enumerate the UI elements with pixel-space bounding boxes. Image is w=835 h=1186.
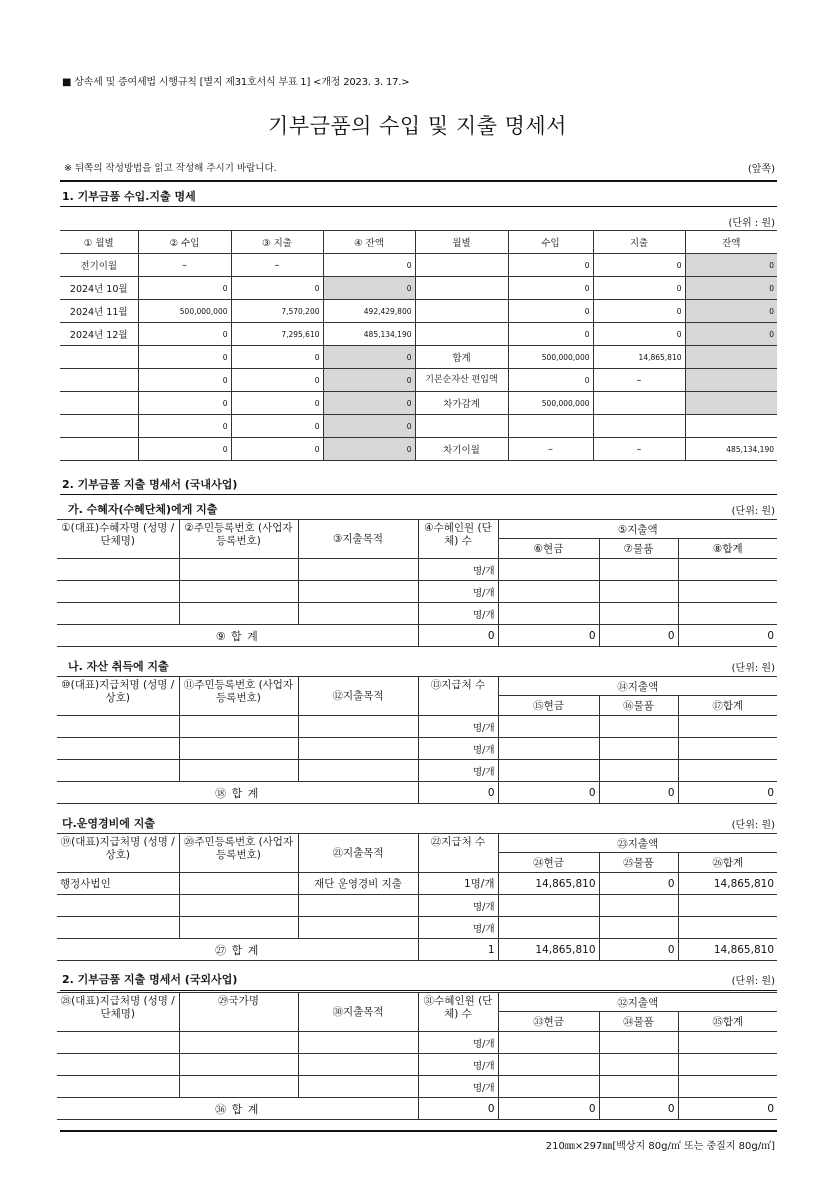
- table-cell: 0: [685, 277, 777, 300]
- table-cell: 기본순자산 편입액: [415, 369, 508, 392]
- table-row: [57, 1032, 777, 1054]
- table-cell: 합계: [415, 346, 508, 369]
- col-header-3: ㉑지출목적: [298, 834, 418, 873]
- table-cell: 2024년 12월: [60, 323, 138, 346]
- paper-spec-footer: 210㎜×297㎜[백상지 80g/㎡ 또는 중질지 80g/㎡]: [545, 1141, 775, 1152]
- table-cell: [678, 559, 777, 581]
- table-row: [60, 277, 777, 300]
- table-cell: 0: [593, 300, 685, 323]
- table-cell: 0: [508, 254, 593, 277]
- table-cell: [599, 716, 678, 738]
- col-header-sub-2: ⑯물품: [599, 696, 678, 716]
- table-cell: [678, 760, 777, 782]
- table-cell: [60, 369, 138, 392]
- table-cell: 명/개: [418, 559, 498, 581]
- col-header-3: ⑫지출목적: [298, 677, 418, 716]
- table-cell: 14,865,810: [678, 873, 777, 895]
- col-header-sub-3: ⑧합계: [678, 539, 777, 559]
- table-cell: [599, 917, 678, 939]
- table-cell: [57, 1076, 179, 1098]
- table-cell: [298, 738, 418, 760]
- expense-table: [57, 519, 777, 647]
- table-cell: [685, 346, 777, 369]
- table-cell: [685, 392, 777, 415]
- total-value: 0: [599, 1098, 678, 1120]
- table-cell: [179, 738, 298, 760]
- table-row: [57, 895, 777, 917]
- table-cell: [498, 760, 599, 782]
- table-cell: 0: [231, 415, 323, 438]
- section3-title: 2. 기부금품 지출 명세서 (국외사업): [62, 973, 238, 986]
- table-cell: 0: [599, 873, 678, 895]
- table-cell: 0: [231, 392, 323, 415]
- table-cell: [599, 1054, 678, 1076]
- table-cell: [57, 917, 179, 939]
- subsection-ga-title: 가. 수혜자(수혜단체)에게 지출: [68, 503, 218, 516]
- table-cell: [498, 1076, 599, 1098]
- col-header-2: ②주민등록번호 (사업자등록번호): [179, 520, 298, 559]
- table-cell: [298, 603, 418, 625]
- table-cell: [678, 895, 777, 917]
- col-header-expense: ③ 지출: [231, 231, 323, 254]
- table-cell: [57, 738, 179, 760]
- table-row: [60, 346, 777, 369]
- table-cell: 7,570,200: [231, 300, 323, 323]
- table-row: [57, 917, 777, 939]
- table-cell: [179, 917, 298, 939]
- table-cell: 0: [508, 300, 593, 323]
- table-cell: [678, 1032, 777, 1054]
- total-value: 0: [678, 1098, 777, 1120]
- total-label: ㊱ 합 계: [57, 1098, 418, 1120]
- table-cell: [498, 581, 599, 603]
- table-cell: 명/개: [418, 1032, 498, 1054]
- table-cell: [415, 415, 508, 438]
- col-header-2: ㉙국가명: [179, 993, 298, 1032]
- table-cell: 0: [593, 323, 685, 346]
- table-cell: 0: [593, 254, 685, 277]
- table-cell: 명/개: [418, 581, 498, 603]
- table-row: [57, 716, 777, 738]
- table-cell: [593, 415, 685, 438]
- table-row: [60, 392, 777, 415]
- table-cell: 0: [138, 369, 231, 392]
- section2-rule: [60, 494, 777, 495]
- table-cell: 0: [508, 323, 593, 346]
- total-value: 14,865,810: [498, 939, 599, 961]
- table-cell: 500,000,000: [508, 392, 593, 415]
- col-header-amount: ㉜지출액: [498, 993, 777, 1012]
- table-cell: [60, 415, 138, 438]
- table-cell: [57, 895, 179, 917]
- table-cell: 명/개: [418, 760, 498, 782]
- total-value: 0: [418, 625, 498, 647]
- table-cell: [593, 392, 685, 415]
- table-cell: 14,865,810: [498, 873, 599, 895]
- table-cell: [498, 603, 599, 625]
- table-header-row: [57, 520, 777, 539]
- expense-table: [57, 676, 777, 804]
- table-cell: [179, 603, 298, 625]
- section1-title: 1. 기부금품 수입.지출 명세: [62, 190, 196, 203]
- table-row: [60, 415, 777, 438]
- col-header-3: ㉚지출목적: [298, 993, 418, 1032]
- form-reference-note: ■ 상속세 및 증여세법 시행규칙 [별지 제31호서식 부표 1] <개정 2023. 3. 17.>: [62, 77, 410, 88]
- table-cell: 0: [231, 438, 323, 461]
- table-cell: 500,000,000: [138, 300, 231, 323]
- table-cell: 485,134,190: [323, 323, 415, 346]
- table-cell: [179, 1032, 298, 1054]
- col-header-income-2: 수입: [508, 231, 593, 254]
- col-header-4: ⑬지급처 수: [418, 677, 498, 716]
- table-cell: [599, 603, 678, 625]
- table-cell: [57, 603, 179, 625]
- total-value: 0: [678, 625, 777, 647]
- table-cell: 0: [685, 323, 777, 346]
- col-header-sub-1: ⑮현금: [498, 696, 599, 716]
- table-cell: 명/개: [418, 716, 498, 738]
- col-header-sub-2: ⑦물품: [599, 539, 678, 559]
- total-value: 0: [418, 782, 498, 804]
- table-cell: [498, 917, 599, 939]
- table-cell: [179, 1054, 298, 1076]
- col-header-balance: ④ 잔액: [323, 231, 415, 254]
- table-cell: 0: [508, 369, 593, 392]
- table-cell: 492,429,800: [323, 300, 415, 323]
- table-cell: [57, 559, 179, 581]
- table-cell: 0: [231, 346, 323, 369]
- table-cell: 전기이월: [60, 254, 138, 277]
- table-cell: [57, 1054, 179, 1076]
- table-header-row: [60, 231, 777, 254]
- table-cell: 0: [138, 438, 231, 461]
- table-cell: 0: [138, 415, 231, 438]
- table-cell: 14,865,810: [593, 346, 685, 369]
- table-cell: [678, 603, 777, 625]
- table-cell: 0: [323, 254, 415, 277]
- table-cell: 500,000,000: [508, 346, 593, 369]
- section3-rule: [60, 990, 777, 991]
- section1-unit: (단위 : 원): [728, 218, 775, 229]
- col-header-sub-3: ㉖합계: [678, 853, 777, 873]
- total-row: [57, 625, 777, 647]
- table-cell: [298, 559, 418, 581]
- table-cell: [60, 438, 138, 461]
- table-cell: –: [593, 438, 685, 461]
- table-cell: [57, 1032, 179, 1054]
- expense-table: [57, 992, 777, 1120]
- table-cell: [179, 873, 298, 895]
- income-expense-table: [60, 230, 777, 461]
- bottom-rule: [60, 1130, 777, 1132]
- table-cell: [298, 716, 418, 738]
- col-header-sub-2: ㉕물품: [599, 853, 678, 873]
- table-cell: –: [138, 254, 231, 277]
- total-row: [57, 782, 777, 804]
- table-row: [57, 873, 777, 895]
- table-cell: –: [508, 438, 593, 461]
- col-header-sub-1: ㉔현금: [498, 853, 599, 873]
- col-header-amount: ㉓지출액: [498, 834, 777, 853]
- top-rule: [60, 180, 777, 182]
- table-cell: 명/개: [418, 738, 498, 760]
- expense-table: [57, 833, 777, 961]
- col-header-2: ⑳주민등록번호 (사업자등록번호): [179, 834, 298, 873]
- table-cell: [498, 895, 599, 917]
- col-header-4: ㉒지급처 수: [418, 834, 498, 873]
- page-side-label: (앞쪽): [747, 164, 775, 175]
- col-header-month: ① 월별: [60, 231, 138, 254]
- col-header-balance-2: 잔액: [685, 231, 777, 254]
- total-row: [57, 939, 777, 961]
- table-cell: [60, 346, 138, 369]
- table-cell: 0: [323, 346, 415, 369]
- table-cell: [415, 323, 508, 346]
- table-cell: 1명/개: [418, 873, 498, 895]
- table-cell: 0: [231, 277, 323, 300]
- table-cell: [57, 716, 179, 738]
- col-header-1: ⑩(대표)지급처명 (성명 / 상호): [57, 677, 179, 716]
- table-row: [57, 559, 777, 581]
- subsection-na-title: 나. 자산 취득에 지출: [68, 660, 169, 673]
- table-row: [60, 254, 777, 277]
- table-cell: 명/개: [418, 895, 498, 917]
- col-header-sub-1: ㉝현금: [498, 1012, 599, 1032]
- table-cell: 485,134,190: [685, 438, 777, 461]
- table-cell: [179, 581, 298, 603]
- table-cell: [678, 1076, 777, 1098]
- table-cell: [508, 415, 593, 438]
- total-value: 0: [498, 1098, 599, 1120]
- table-cell: [298, 760, 418, 782]
- table-row: [57, 1054, 777, 1076]
- table-cell: [685, 369, 777, 392]
- table-cell: [599, 1032, 678, 1054]
- table-row: [57, 603, 777, 625]
- table-cell: [415, 277, 508, 300]
- table-cell: [57, 760, 179, 782]
- col-header-2: ⑪주민등록번호 (사업자등록번호): [179, 677, 298, 716]
- table-cell: [685, 415, 777, 438]
- table-cell: [298, 1032, 418, 1054]
- table-cell: [599, 895, 678, 917]
- total-label: ⑱ 합 계: [57, 782, 418, 804]
- table-cell: 명/개: [418, 917, 498, 939]
- table-cell: [678, 716, 777, 738]
- table-cell: 7,295,610: [231, 323, 323, 346]
- table-cell: 2024년 10월: [60, 277, 138, 300]
- total-value: 0: [418, 1098, 498, 1120]
- col-header-sub-2: ㉞물품: [599, 1012, 678, 1032]
- table-row: [60, 438, 777, 461]
- table-cell: [599, 559, 678, 581]
- table-cell: [599, 738, 678, 760]
- table-cell: [179, 559, 298, 581]
- table-cell: 0: [138, 346, 231, 369]
- table-cell: –: [231, 254, 323, 277]
- table-header-row: [57, 677, 777, 696]
- table-cell: 0: [138, 323, 231, 346]
- table-cell: [415, 254, 508, 277]
- table-cell: 0: [685, 300, 777, 323]
- table-header-row: [57, 993, 777, 1012]
- table-cell: [60, 392, 138, 415]
- col-header-income: ② 수입: [138, 231, 231, 254]
- col-header-amount: ⑤지출액: [498, 520, 777, 539]
- table-cell: 명/개: [418, 1076, 498, 1098]
- table-cell: [599, 581, 678, 603]
- col-header-1: ㉘(대표)지급처명 (성명 / 단체명): [57, 993, 179, 1032]
- total-value: 0: [599, 625, 678, 647]
- table-cell: 0: [323, 392, 415, 415]
- total-label: ㉗ 합 계: [57, 939, 418, 961]
- col-header-sub-1: ⑥현금: [498, 539, 599, 559]
- subsection-na-unit: (단위: 원): [731, 663, 775, 674]
- table-cell: 0: [593, 277, 685, 300]
- page-title: 기부금품의 수입 및 지출 명세서: [268, 114, 567, 138]
- table-cell: 2024년 11월: [60, 300, 138, 323]
- table-row: [57, 581, 777, 603]
- table-cell: 0: [323, 438, 415, 461]
- instruction-note: ※ 뒤쪽의 작성방법을 읽고 작성해 주시기 바랍니다.: [64, 163, 277, 174]
- table-cell: [678, 738, 777, 760]
- total-label: ⑨ 합 계: [57, 625, 418, 647]
- total-value: 14,865,810: [678, 939, 777, 961]
- col-header-3: ③지출목적: [298, 520, 418, 559]
- table-cell: [498, 716, 599, 738]
- table-cell: –: [593, 369, 685, 392]
- table-row: [57, 738, 777, 760]
- table-row: [57, 1076, 777, 1098]
- section1-rule: [60, 206, 777, 207]
- table-cell: 0: [138, 277, 231, 300]
- table-cell: [678, 917, 777, 939]
- subsection-ga-unit: (단위: 원): [731, 506, 775, 517]
- table-row: [60, 323, 777, 346]
- col-header-1: ⑲(대표)지급처명 (성명 / 상호): [57, 834, 179, 873]
- total-row: [57, 1098, 777, 1120]
- table-cell: 0: [685, 254, 777, 277]
- table-cell: 행정사법인: [57, 873, 179, 895]
- table-cell: [298, 581, 418, 603]
- table-cell: 0: [323, 369, 415, 392]
- total-value: 0: [498, 625, 599, 647]
- col-header-4: ④수혜인원 (단체) 수: [418, 520, 498, 559]
- table-cell: [498, 738, 599, 760]
- table-cell: [415, 300, 508, 323]
- total-value: 0: [599, 939, 678, 961]
- table-cell: [678, 1054, 777, 1076]
- table-cell: [298, 1076, 418, 1098]
- table-cell: 0: [231, 369, 323, 392]
- table-cell: [498, 559, 599, 581]
- subsection-da-unit: (단위: 원): [731, 820, 775, 831]
- table-cell: [57, 581, 179, 603]
- table-cell: 명/개: [418, 603, 498, 625]
- col-header-1: ①(대표)수혜자명 (성명 / 단체명): [57, 520, 179, 559]
- table-cell: [498, 1032, 599, 1054]
- subsection-da-title: 다.운영경비에 지출: [62, 817, 156, 830]
- table-header-row: [57, 834, 777, 853]
- total-value: 0: [498, 782, 599, 804]
- table-cell: [599, 760, 678, 782]
- table-cell: 차가감계: [415, 392, 508, 415]
- table-row: [57, 760, 777, 782]
- table-cell: [179, 1076, 298, 1098]
- table-cell: [298, 1054, 418, 1076]
- table-cell: [599, 1076, 678, 1098]
- table-cell: 0: [508, 277, 593, 300]
- table-cell: [179, 760, 298, 782]
- total-value: 0: [599, 782, 678, 804]
- table-cell: 재단 운영경비 지출: [298, 873, 418, 895]
- col-header-amount: ⑭지출액: [498, 677, 777, 696]
- table-cell: [179, 716, 298, 738]
- total-value: 1: [418, 939, 498, 961]
- section3-unit: (단위: 원): [731, 976, 775, 987]
- table-cell: 0: [138, 392, 231, 415]
- col-header-sub-3: ⑰합계: [678, 696, 777, 716]
- col-header-4: ㉛수혜인원 (단체) 수: [418, 993, 498, 1032]
- col-header-month-2: 월별: [415, 231, 508, 254]
- table-cell: 차기이월: [415, 438, 508, 461]
- table-cell: 명/개: [418, 1054, 498, 1076]
- table-cell: [678, 581, 777, 603]
- table-cell: 0: [323, 415, 415, 438]
- col-header-sub-3: ㉟합계: [678, 1012, 777, 1032]
- table-row: [60, 300, 777, 323]
- table-cell: [179, 895, 298, 917]
- table-cell: [298, 895, 418, 917]
- table-cell: [498, 1054, 599, 1076]
- table-cell: [298, 917, 418, 939]
- section2-title: 2. 기부금품 지출 명세서 (국내사업): [62, 478, 238, 491]
- table-row: [60, 369, 777, 392]
- total-value: 0: [678, 782, 777, 804]
- col-header-expense-2: 지출: [593, 231, 685, 254]
- table-cell: 0: [323, 277, 415, 300]
